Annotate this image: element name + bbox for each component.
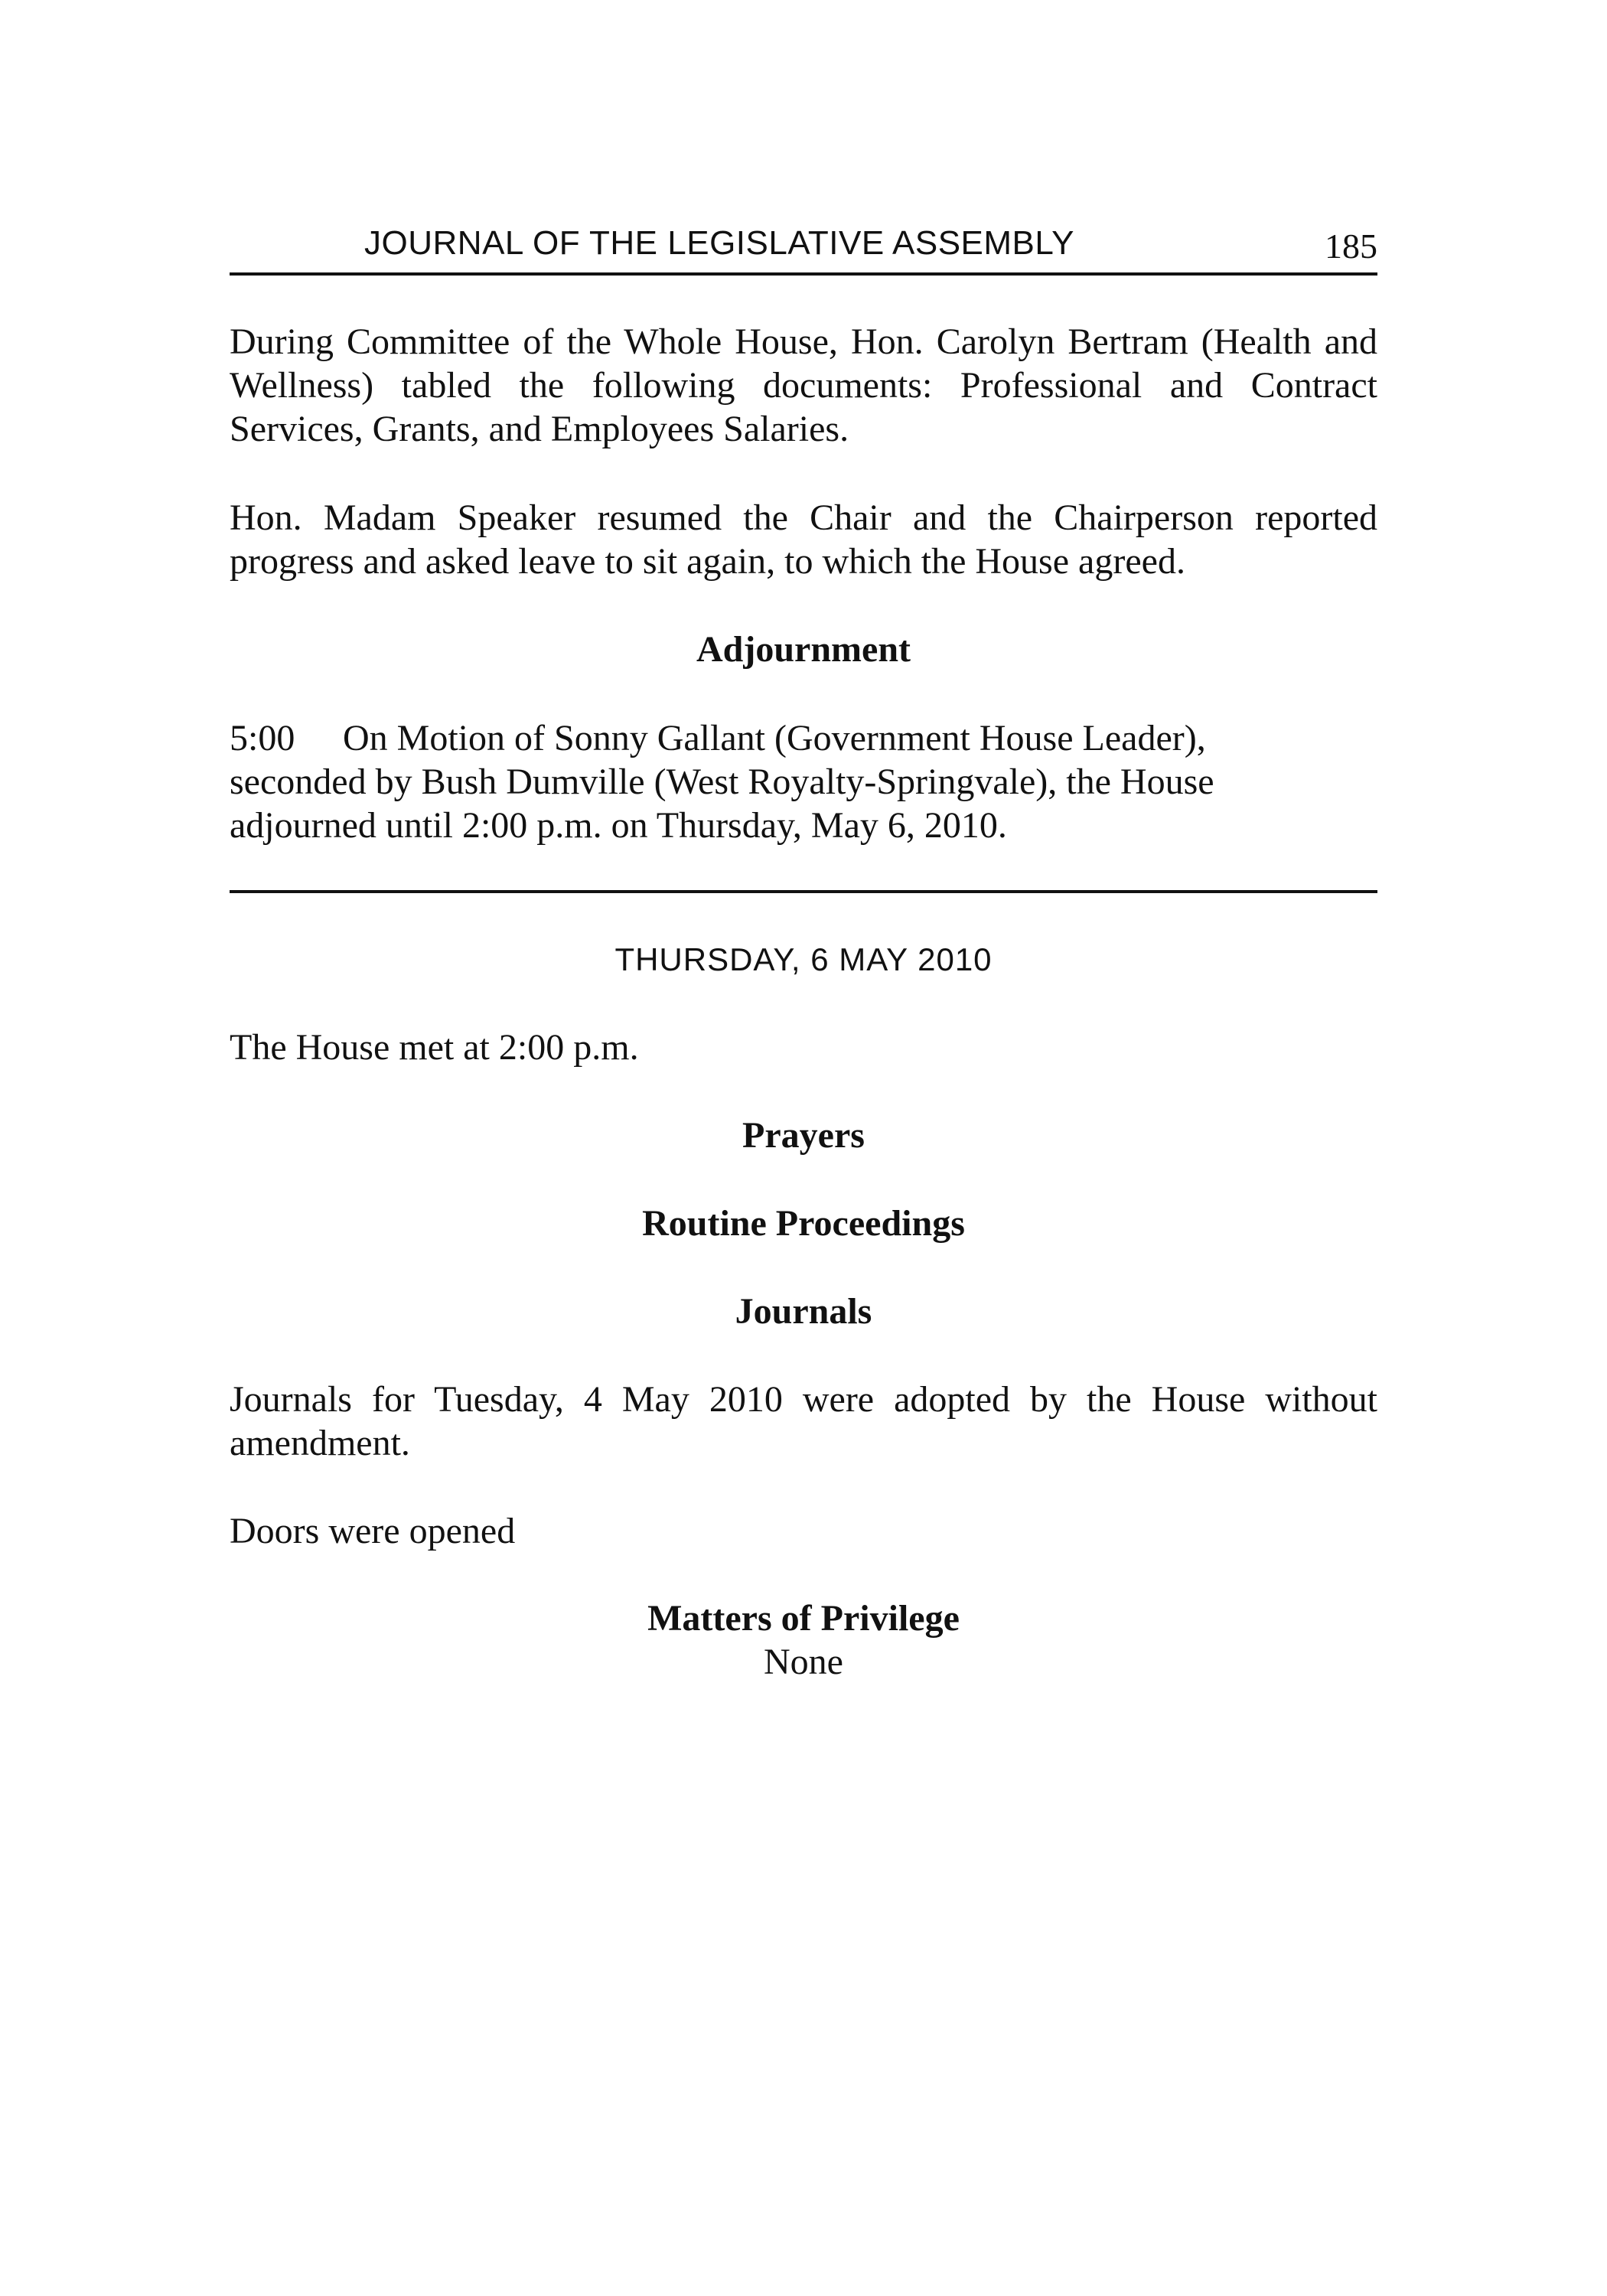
- journals-paragraph: Journals for Tuesday, 4 May 2010 were adopted by the House without amendment.: [230, 1379, 1377, 1463]
- adjournment-heading: Adjournment: [696, 629, 911, 670]
- page-header: [230, 223, 1377, 276]
- prayers-heading: Prayers: [742, 1115, 865, 1156]
- motion-text-1: On Motion of Sonny Gallant (Government House Leader),: [343, 718, 1206, 758]
- journals-heading: Journals: [735, 1291, 872, 1332]
- date-heading: THURSDAY, 6 MAY 2010: [614, 941, 993, 977]
- motion-time: 5:00: [230, 718, 295, 758]
- page-number: 185: [1325, 227, 1377, 266]
- adjournment-motion: [230, 716, 1377, 847]
- section-divider: [230, 890, 1377, 893]
- doors-opened-line: Doors were opened: [230, 1511, 516, 1551]
- routine-proceedings-heading: Routine Proceedings: [642, 1203, 965, 1244]
- speaker-paragraph: Hon. Madam Speaker resumed the Chair and the Chairperson reported progress and asked leave to sit again, to which the House agreed.: [230, 497, 1377, 582]
- motion-line-2: seconded by Bush Dumville (West Royalty-Springvale), the House: [230, 762, 1214, 802]
- motion-line-3: adjourned until 2:00 p.m. on Thursday, May 6, 2010.: [230, 805, 1007, 846]
- house-met-line: The House met at 2:00 p.m.: [230, 1027, 639, 1068]
- journal-title: JOURNAL OF THE LEGISLATIVE ASSEMBLY: [364, 224, 1074, 262]
- motion-line-1: [230, 716, 1377, 760]
- privilege-value: None: [764, 1642, 843, 1682]
- matters-of-privilege-heading: Matters of Privilege: [647, 1598, 960, 1639]
- committee-paragraph: During Committee of the Whole House, Hon. Carolyn Bertram (Health and Wellness) tabled the following documents: Professional and Contract Services, Grants, and Employees Salaries.: [230, 321, 1377, 449]
- header-rule: [230, 272, 1377, 276]
